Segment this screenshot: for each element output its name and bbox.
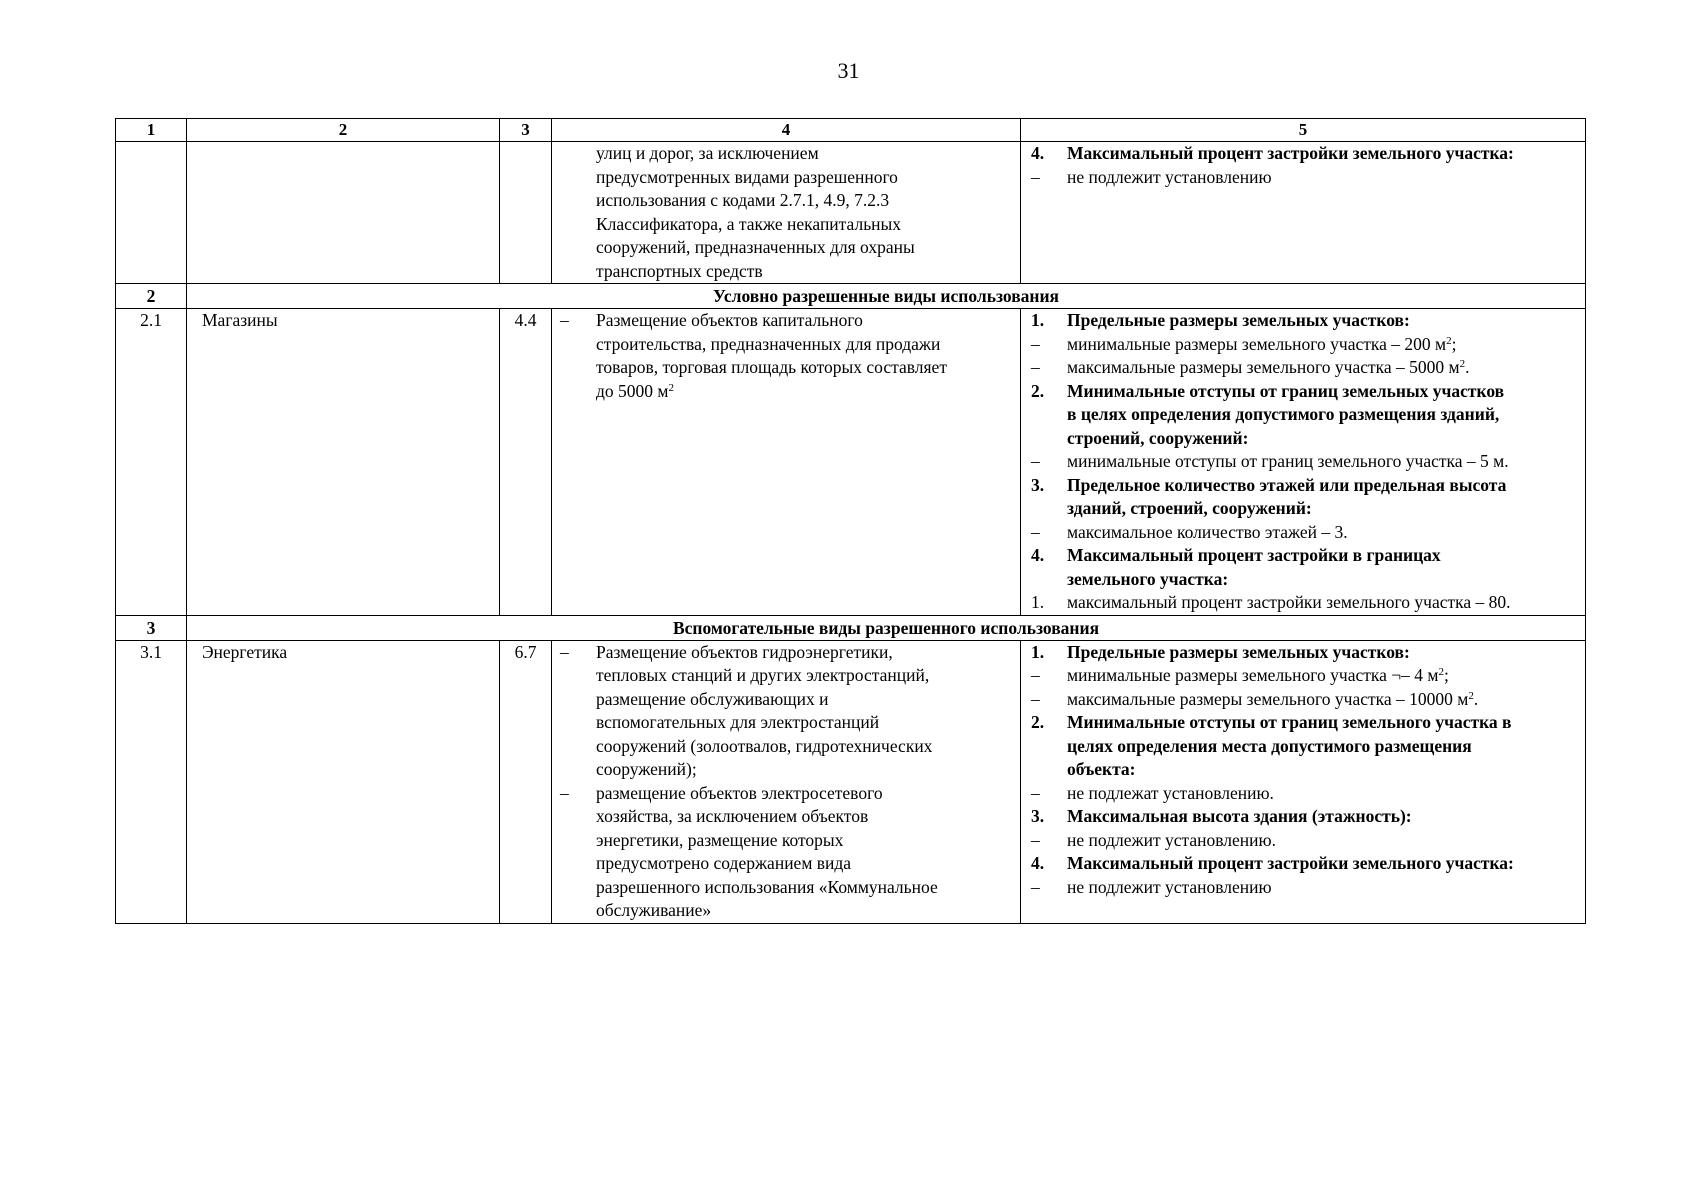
list-marker: – [1031,782,1040,803]
list-item [1031,309,1577,333]
cell-parameters [1021,309,1586,616]
table-row [116,309,1586,616]
list-item [1031,805,1577,829]
list-text: не подлежат установлению. [1067,782,1274,803]
cell-parameters [1021,142,1586,284]
list-item [1031,664,1577,688]
list-text: не подлежит установлению [1067,166,1272,187]
section-row [116,615,1586,640]
list-text: Максимальный процент застройки земельного участка: [1067,143,1514,163]
list-marker: 4. [1031,143,1045,163]
list-text: минимальные отступы от границ земельного участка – 5 м. [1067,451,1509,471]
regulations-table [115,118,1586,924]
list-marker: 1. [1031,641,1045,662]
list-text: не подлежит установлению [1067,876,1272,897]
list-item [1031,166,1577,190]
superscript: 2 [1438,666,1444,678]
list-item [560,782,1010,923]
cell-num [116,142,187,284]
cell-description [552,142,1021,284]
list-text: не подлежит установлению. [1067,829,1276,850]
list-marker: 3. [1031,474,1045,495]
list-marker: 2. [1031,712,1045,732]
list-marker: – [1031,357,1040,377]
list-marker: – [560,310,569,330]
column-header: 3 [500,119,552,142]
list-item [1031,521,1577,545]
list-text: Максимальная высота здания (этажность): [1067,806,1412,826]
list-text: Предельное количество этажей или предельная высота зданий, строений, сооружений: [1067,474,1507,518]
column-header: 4 [552,119,1021,142]
list-marker: 2. [1031,380,1045,401]
cell-parameters [1021,640,1586,923]
list-text: Максимальный процент застройки в границах земельного участка: [1067,545,1441,589]
row-number: 2.1 [116,309,187,616]
cell-description [552,309,1021,616]
cell-description [552,640,1021,923]
table-row [116,640,1586,923]
superscript: 2 [1446,334,1452,347]
list-item [1031,852,1577,876]
list-text: максимальные размеры земельного участка – 5000 $м^2$. [1067,357,1470,377]
list-text: максимальный процент застройки земельного участка – 80. [1067,592,1511,612]
header-row [116,119,1586,142]
list-text: минимальные размеры земельного участка ¬– 4 $м^2$; [1067,665,1449,685]
list-item [1031,380,1577,451]
list-text: Максимальный процент застройки земельного участка: [1067,853,1514,873]
list-text: максимальные размеры земельного участка – 10000 $м^2$. [1067,688,1479,709]
superscript: 2 [668,381,674,394]
list-item [1031,333,1577,357]
list-item [1031,142,1577,166]
list-item [1031,782,1577,806]
list-marker: – [1031,451,1040,471]
list-marker: 3. [1031,806,1045,826]
list-marker: 1. [1031,310,1045,330]
section-row [116,284,1586,309]
list-marker: – [560,782,569,803]
list-item [1031,591,1577,615]
list-item [1031,641,1577,665]
cell-code [500,142,552,284]
list-text: Минимальные отступы от границ земельного участка в целях определения места допустимого размещения объекта: [1067,712,1512,779]
list-item [1031,450,1577,474]
page-number: 31 [837,58,860,83]
list-marker: 4. [1031,853,1045,873]
list-item [1031,876,1577,900]
list-text: Минимальные отступы от границ земельных участков в целях определения допустимого размещения зданий, строений, сооружений: [1067,380,1505,448]
list-item [1031,474,1577,521]
list-text: минимальные размеры земельного участка – 200 $м^2$; [1067,333,1457,354]
section-title: Вспомогательные виды разрешенного использования [187,615,1586,640]
list-marker: – [1031,333,1040,354]
row-name: Энергетика [187,640,500,923]
list-item [1031,356,1577,380]
column-header: 2 [187,119,500,142]
list-marker: – [1031,166,1040,187]
continuation-row [116,142,1586,284]
row-code: 6.7 [500,640,552,923]
row-code: 4.4 [500,309,552,616]
row-name: Магазины [187,309,500,616]
list-text: Размещение объектов капитального строительства, предназначенных для продажи товаров, торговая площадь которых составляет до 5000 $м^2$ [596,310,947,401]
list-marker: – [1031,829,1040,850]
superscript: 2 [1468,689,1474,702]
list-marker: – [1031,665,1040,685]
list-item [1031,829,1577,853]
cell-name [187,142,500,284]
list-item [1031,688,1577,712]
column-header: 1 [116,119,187,142]
column-header: 5 [1021,119,1586,142]
list-text: Размещение объектов гидроэнергетики, тепловых станций и других электростанций, размещение обслуживающих и вспомогательных для электростанций сооружений (золоотвалов, гидротехнических сооружений); [596,641,933,779]
list-text: максимальное количество этажей – 3. [1067,521,1348,542]
superscript: 2 [1459,358,1466,370]
list-marker: – [1031,688,1040,709]
list-item [1031,544,1577,591]
list-marker: – [1031,521,1040,542]
list-marker: – [1031,876,1040,897]
row-number: 3.1 [116,640,187,923]
list-text: Предельные размеры земельных участков: [1067,641,1410,662]
section-title: Условно разрешенные виды использования [187,284,1586,309]
list-marker: 4. [1031,545,1045,565]
list-item [560,641,1010,782]
list-text: Предельные размеры земельных участков: [1067,310,1410,330]
description-text: улиц и дорог, за исключением предусмотренных видами разрешенного использования с кодами 2.7.1, 4.9, 7.2.3 Классификатора, а также некапитальных сооружений, предназначенных для охраны транспортных средств [596,143,915,281]
list-text: размещение объектов электросетевого хозяйства, за исключением объектов энергетики, размещение которых предусмотрено содержанием вида разрешенного использования «Коммунальное обслуживание» [596,782,938,920]
section-number: 2 [116,284,187,309]
list-marker: 1. [1031,592,1045,612]
list-item [560,309,1010,403]
list-marker: – [560,641,569,662]
section-number: 3 [116,615,187,640]
list-item [1031,711,1577,782]
